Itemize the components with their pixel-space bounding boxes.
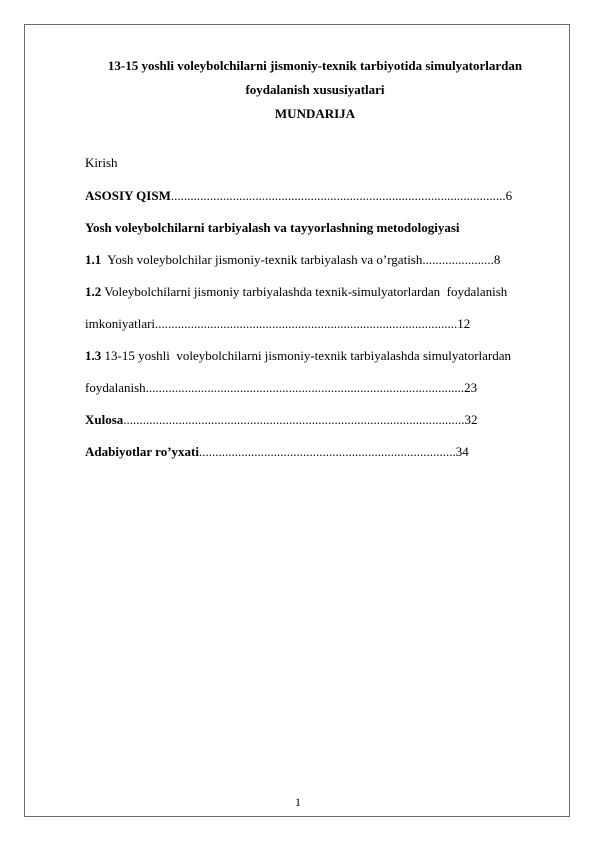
- toc-main-label: ASOSIY QISM: [85, 188, 171, 203]
- document-title-line-1: 13-15 yoshli voleybolchilarni jismoniy-texnik tarbiyotida simulyatorlardan: [107, 58, 523, 73]
- toc-entry-1-3: [85, 348, 511, 364]
- toc-conclusion-page: 32: [464, 412, 478, 427]
- toc-entry-1-1: [85, 252, 500, 268]
- toc-intro: Kirish: [85, 155, 118, 170]
- document-title-line-2: foydalanish xususiyatlari: [245, 82, 385, 97]
- page-number: 1: [295, 795, 301, 809]
- contents-heading: MUNDARIJA: [274, 106, 356, 121]
- toc-main-page: 6: [505, 188, 513, 203]
- toc-entry-references: [85, 444, 469, 460]
- toc-entry-1-3-continued: [85, 380, 477, 396]
- toc-entry-conclusion: [85, 412, 478, 428]
- toc-references-page: 34: [455, 444, 469, 459]
- toc-main-dots: .......................................................................................................: [170, 188, 506, 203]
- toc-1-1-number: 1.1: [85, 252, 102, 267]
- toc-1-1-dots: ......................: [422, 252, 494, 267]
- toc-1-1-page: 8: [493, 252, 501, 267]
- toc-entry-main: [85, 188, 512, 204]
- toc-1-3-number: 1.3: [85, 348, 102, 363]
- toc-1-3-dots: ..................................................................................................: [145, 380, 465, 395]
- toc-conclusion-dots: .........................................................................................................: [123, 412, 465, 427]
- toc-references-label: Adabiyotlar ro’yxati: [85, 444, 199, 459]
- toc-entry-1-2: [85, 284, 507, 300]
- toc-1-2-dots: .............................................................................................: [155, 316, 458, 331]
- toc-1-1-text: Yosh voleybolchilar jismoniy-texnik tarbiyalash va o’rgatish: [101, 252, 423, 267]
- toc-1-3-continuation: foydalanish: [85, 380, 146, 395]
- toc-1-3-text: 13-15 yoshli voleybolchilarni jismoniy-texnik tarbiyalashda simulyatorlardan: [101, 348, 512, 363]
- toc-1-2-page: 12: [457, 316, 471, 331]
- toc-1-2-number: 1.2: [85, 284, 102, 299]
- toc-1-2-continuation: imkoniyatlari: [85, 316, 156, 331]
- toc-chapter-title: Yosh voleybolchilarni tarbiyalash va tayyorlashning metodologiyasi: [85, 220, 460, 235]
- toc-1-2-text: Voleybolchilarni jismoniy tarbiyalashda texnik-simulyatorlardan foydalanish: [101, 284, 508, 299]
- toc-references-dots: ...............................................................................: [199, 444, 456, 459]
- toc-1-3-page: 23: [464, 380, 478, 395]
- toc-entry-1-2-continued: [85, 316, 470, 332]
- toc-conclusion-label: Xulosa: [85, 412, 124, 427]
